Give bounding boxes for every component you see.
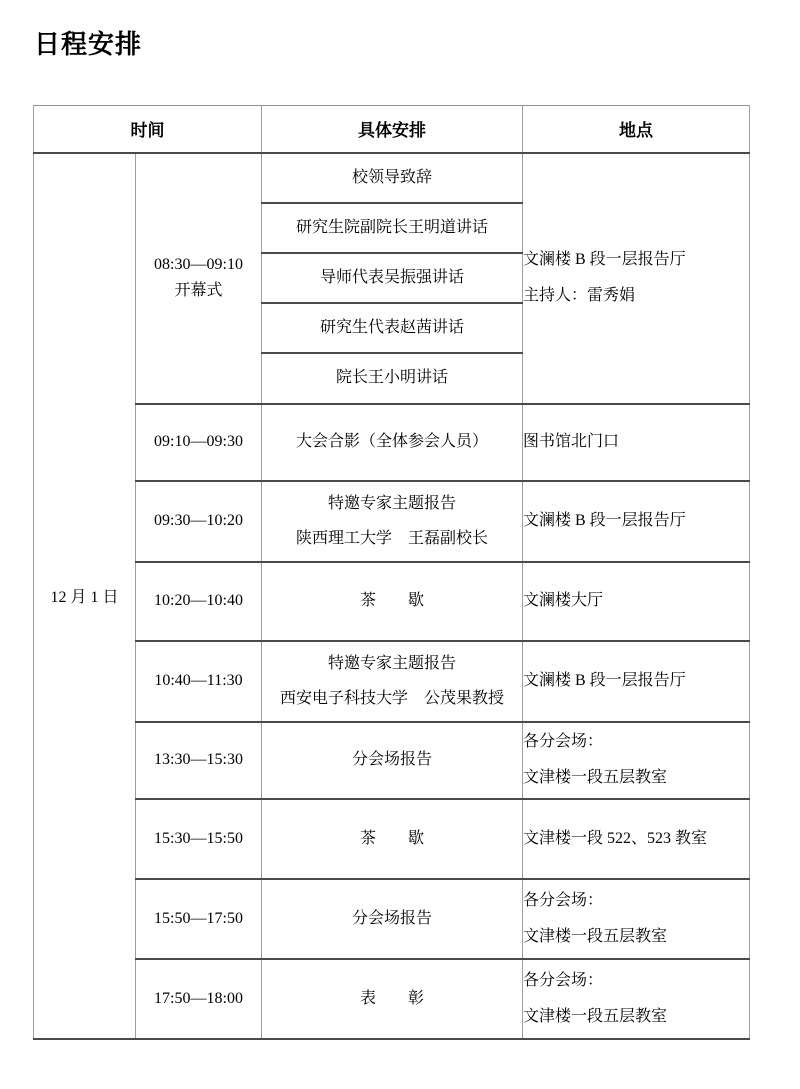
location-line: 各分会场： xyxy=(523,891,604,909)
location-cell xyxy=(523,562,750,641)
opening-item: 研究生代表赵茜讲话 xyxy=(262,303,523,353)
location-cell xyxy=(523,879,750,959)
table-row xyxy=(34,404,750,481)
table-row xyxy=(34,641,750,722)
location-cell xyxy=(523,959,750,1039)
location-line: 文津楼一段五层教室 xyxy=(523,927,668,945)
time-cell: 09:10—09:30 xyxy=(136,404,262,481)
table-row xyxy=(34,153,750,203)
date-cell: 12 月 1 日 xyxy=(34,153,136,1039)
arrangement-line: 西安电子科技大学 公茂果教授 xyxy=(279,690,504,707)
location-line: 图书馆北门口 xyxy=(523,433,620,450)
opening-host-line: 主持人：雷秀娟 xyxy=(523,287,636,304)
arrangement-line: 陕西理工大学 王磊副校长 xyxy=(295,530,488,547)
arrangement-cell xyxy=(262,562,523,641)
location-cell xyxy=(523,799,750,879)
location-line: 文津楼一段五层教室 xyxy=(523,769,668,786)
time-cell: 10:20—10:40 xyxy=(136,562,262,641)
arrangement-line: 大会合影（全体参会人员） xyxy=(295,433,488,451)
time-cell: 13:30—15:30 xyxy=(136,722,262,799)
arrangement-cell xyxy=(262,959,523,1039)
arrangement-line: 特邀专家主题报告 xyxy=(327,494,456,512)
location-line: 文澜楼大厅 xyxy=(523,592,604,609)
time-cell: 17:50—18:00 xyxy=(136,959,262,1039)
table-row xyxy=(34,959,750,1039)
page-title: 日程安排 xyxy=(34,29,143,59)
opening-item: 研究生院副院长王明道讲话 xyxy=(262,203,523,253)
arrangement-cell xyxy=(262,879,523,959)
location-line: 文澜楼 B 段一层报告厅 xyxy=(523,512,686,529)
location-cell xyxy=(523,722,750,799)
opening-time: 08:30—09:10 xyxy=(154,255,243,273)
opening-location-line: 文澜楼 B 段一层报告厅 xyxy=(523,251,686,268)
opening-item: 院长王小明讲话 xyxy=(262,353,523,404)
time-cell: 15:50—17:50 xyxy=(136,879,262,959)
opening-label: 开幕式 xyxy=(174,282,223,299)
opening-time-cell xyxy=(136,153,262,404)
location-cell xyxy=(523,404,750,481)
table-row xyxy=(34,722,750,799)
table-row xyxy=(34,562,750,641)
time-cell: 10:40—11:30 xyxy=(136,641,262,722)
opening-item: 校领导致辞 xyxy=(262,153,523,203)
location-cell xyxy=(523,481,750,562)
arrangement-cell xyxy=(262,481,523,562)
arrangement-cell xyxy=(262,722,523,799)
table-row xyxy=(34,481,750,562)
table-header-row xyxy=(34,106,750,153)
arrangement-line: 分会场报告 xyxy=(351,751,432,769)
time-cell: 09:30—10:20 xyxy=(136,481,262,562)
table-row xyxy=(34,879,750,959)
time-cell: 15:30—15:50 xyxy=(136,799,262,879)
location-line: 文津楼一段 522、523 教室 xyxy=(523,829,708,847)
arrangement-line: 茶 歇 xyxy=(359,592,424,610)
schedule-table xyxy=(33,105,750,1040)
location-line: 文澜楼 B 段一层报告厅 xyxy=(523,672,686,689)
opening-item: 导师代表吴振强讲话 xyxy=(262,253,523,303)
location-line: 各分会场： xyxy=(523,971,604,989)
arrangement-line: 茶 歇 xyxy=(359,829,424,847)
col-header-location: 地点 xyxy=(523,106,750,153)
arrangement-line: 分会场报告 xyxy=(351,909,432,927)
arrangement-cell xyxy=(262,404,523,481)
location-line: 各分会场： xyxy=(523,733,604,750)
arrangement-cell xyxy=(262,799,523,879)
table-row xyxy=(34,799,750,879)
col-header-time: 时间 xyxy=(34,106,262,153)
location-line: 文津楼一段五层教室 xyxy=(523,1007,668,1025)
opening-location-cell xyxy=(523,153,750,404)
location-cell xyxy=(523,641,750,722)
col-header-arrangement: 具体安排 xyxy=(262,106,523,153)
arrangement-line: 特邀专家主题报告 xyxy=(327,654,456,672)
arrangement-line: 表 彰 xyxy=(359,989,424,1007)
arrangement-cell xyxy=(262,641,523,722)
